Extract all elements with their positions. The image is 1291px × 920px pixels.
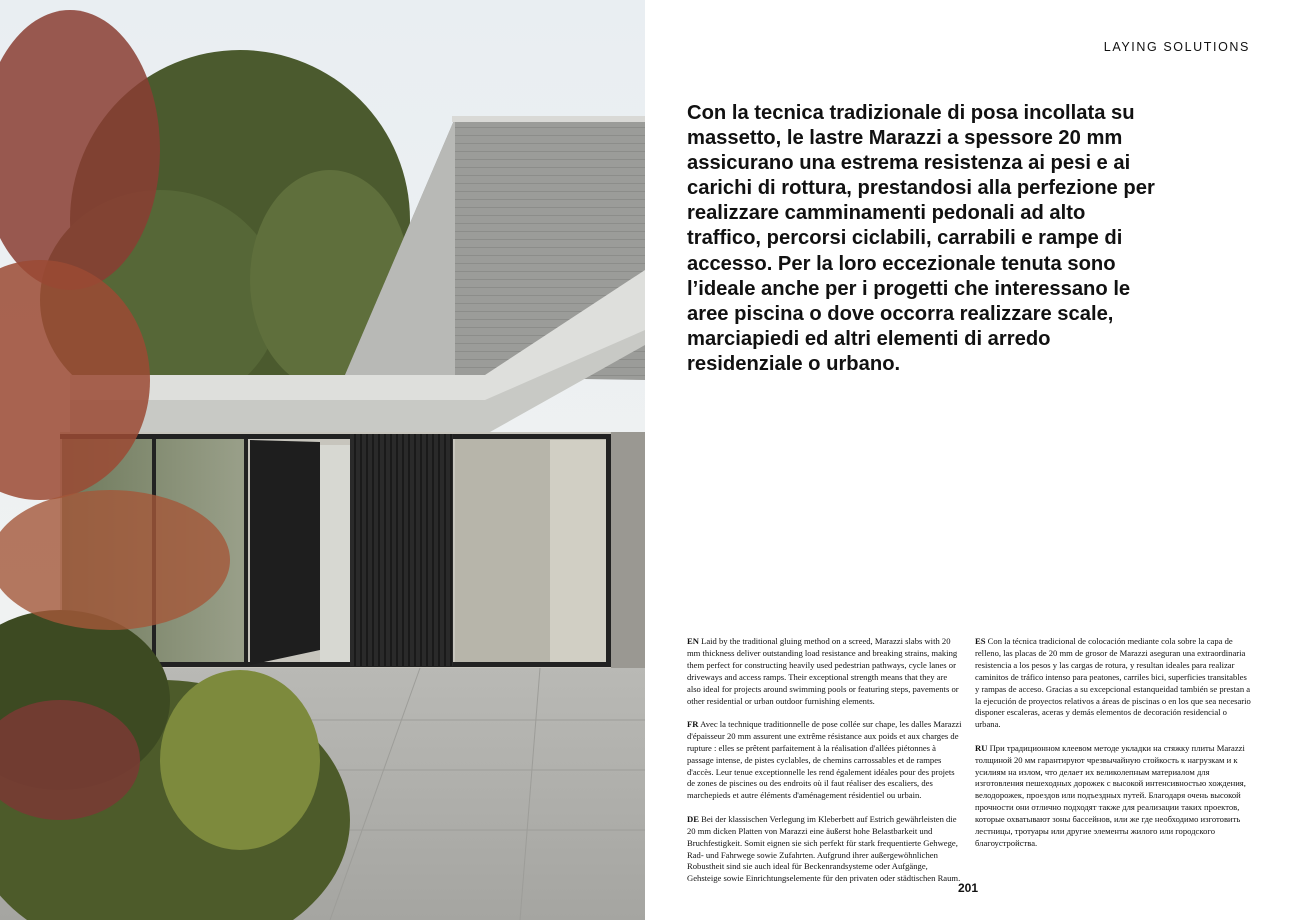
architecture-photo <box>0 0 645 920</box>
translation-es <box>975 636 1251 731</box>
lead-paragraph: Con la tecnica tradizionale di posa incollata su massetto, le lastre Marazzi a spessore 20 mm assicurano una estrema resistenza ai pesi e ai carichi di rottura, prestandosi alla perfezione per realizzare camminamenti pedonali ad alto traffico, percorsi ciclabili, carrabili e rampe di accesso. Per la loro eccezionale tenuta sono l’ideale anche per i progetti che interessano le aree piscina o dove occorra realizzare scale, marciapiedi ed altri elementi di arredo residenziale o urbano. <box>687 102 1155 375</box>
text-page <box>645 0 1291 920</box>
translation-de-text: Bei der klassischen Verlegung im Kleberbett auf Estrich gewährleisten die 20 mm dicken Platten von Marazzi eine äußerst hohe Belastbarkeit und Bruchfestigkeit. Somit eignen sie sich perfekt für stark frequentierte Gehwege, Rad- und Fahrwege sowie Zufahrten. Aufgrund ihrer außergewöhnlichen Robustheit sind sie auch ideal für Beckenrandsysteme oder Aufgänge, Gehsteige sowie Einrichtungselemente für den privaten oder städtischen Raum. <box>687 813 961 884</box>
translation-en-text: Laid by the traditional gluing method on a screed, Marazzi slabs with 20 mm thickness deliver outstanding load resistance and breaking strains, making them perfect for constructing heavily used pedestrian pathways, cycle lanes or driveways and access ramps. Their exceptional strength means that they are also ideal for projects around swimming pools or featuring steps, pavements or other residential or urban outdoor furnishing elements. <box>687 636 959 706</box>
language-code-es: ES <box>975 636 986 646</box>
language-code-en: EN <box>687 636 699 646</box>
page-number: 201 <box>957 881 979 895</box>
translation-ru <box>975 743 1251 850</box>
language-code-fr: FR <box>687 718 699 729</box>
translation-es-text: Con la técnica tradicional de colocación mediante cola sobre la capa de relleno, las placas de 20 mm de grosor de Marazzi aseguran una extraordinaria resistencia a los pesos y las cargas de rotura, y resultan ideales para realizar caminitos de tráfico intenso para peatones, carriles bici, superficies transitables y rampas de acceso. Gracias a su excepcional estanqueidad también se prestan a la ejecución de proyectos relativos a áreas de piscinas o en los que sea necesario disponer escaleras, aceras y demás elementos de decoración residencial o urbana. <box>975 636 1251 730</box>
translation-column-left <box>687 636 963 897</box>
translation-de <box>687 814 963 885</box>
translation-fr <box>687 719 963 802</box>
translation-ru-text: При традиционном клеевом методе укладки на стяжку плиты Marazzi толщиной 20 мм гарантируют чрезвычайную стойкость к нагрузкам и к усилиям на излом, что делает их великолепным материалом для изготовления пешеходных дорожек с высокой интенсивностью хождения, велодорожек, проездов или подъездных путей. Благодаря очень высокой прочности они отлично подходят также для реализации таких проектов, которые охватывают зоны бассейнов, или же где необходимо изготовить лестницы, тротуары или другие элементы жилого или городского благоустройства. <box>975 742 1246 848</box>
translation-en <box>687 636 963 707</box>
section-label: LAYING SOLUTIONS <box>1103 40 1250 54</box>
language-code-de: DE <box>687 813 699 824</box>
language-code-ru: RU <box>975 742 988 753</box>
translation-column-right <box>975 636 1251 861</box>
translation-fr-text: Avec la technique traditionnelle de pose collée sur chape, les dalles Marazzi d'épaisseur 20 mm assurent une extrême résistance aux poids et aux charges de rupture : elles se prêtent parfaitement à la réalisation d'allées piétonnes à passage intense, de pistes cyclables, de chemins carrossables et de rampes d'accès. Leur tenue exceptionnelle les rend également idéales pour des projets de zones de piscines ou des endroits où il faut réaliser des escaliers, des marchepieds et autre éléments d'aménagement résidentiel ou urbain. <box>687 718 962 801</box>
